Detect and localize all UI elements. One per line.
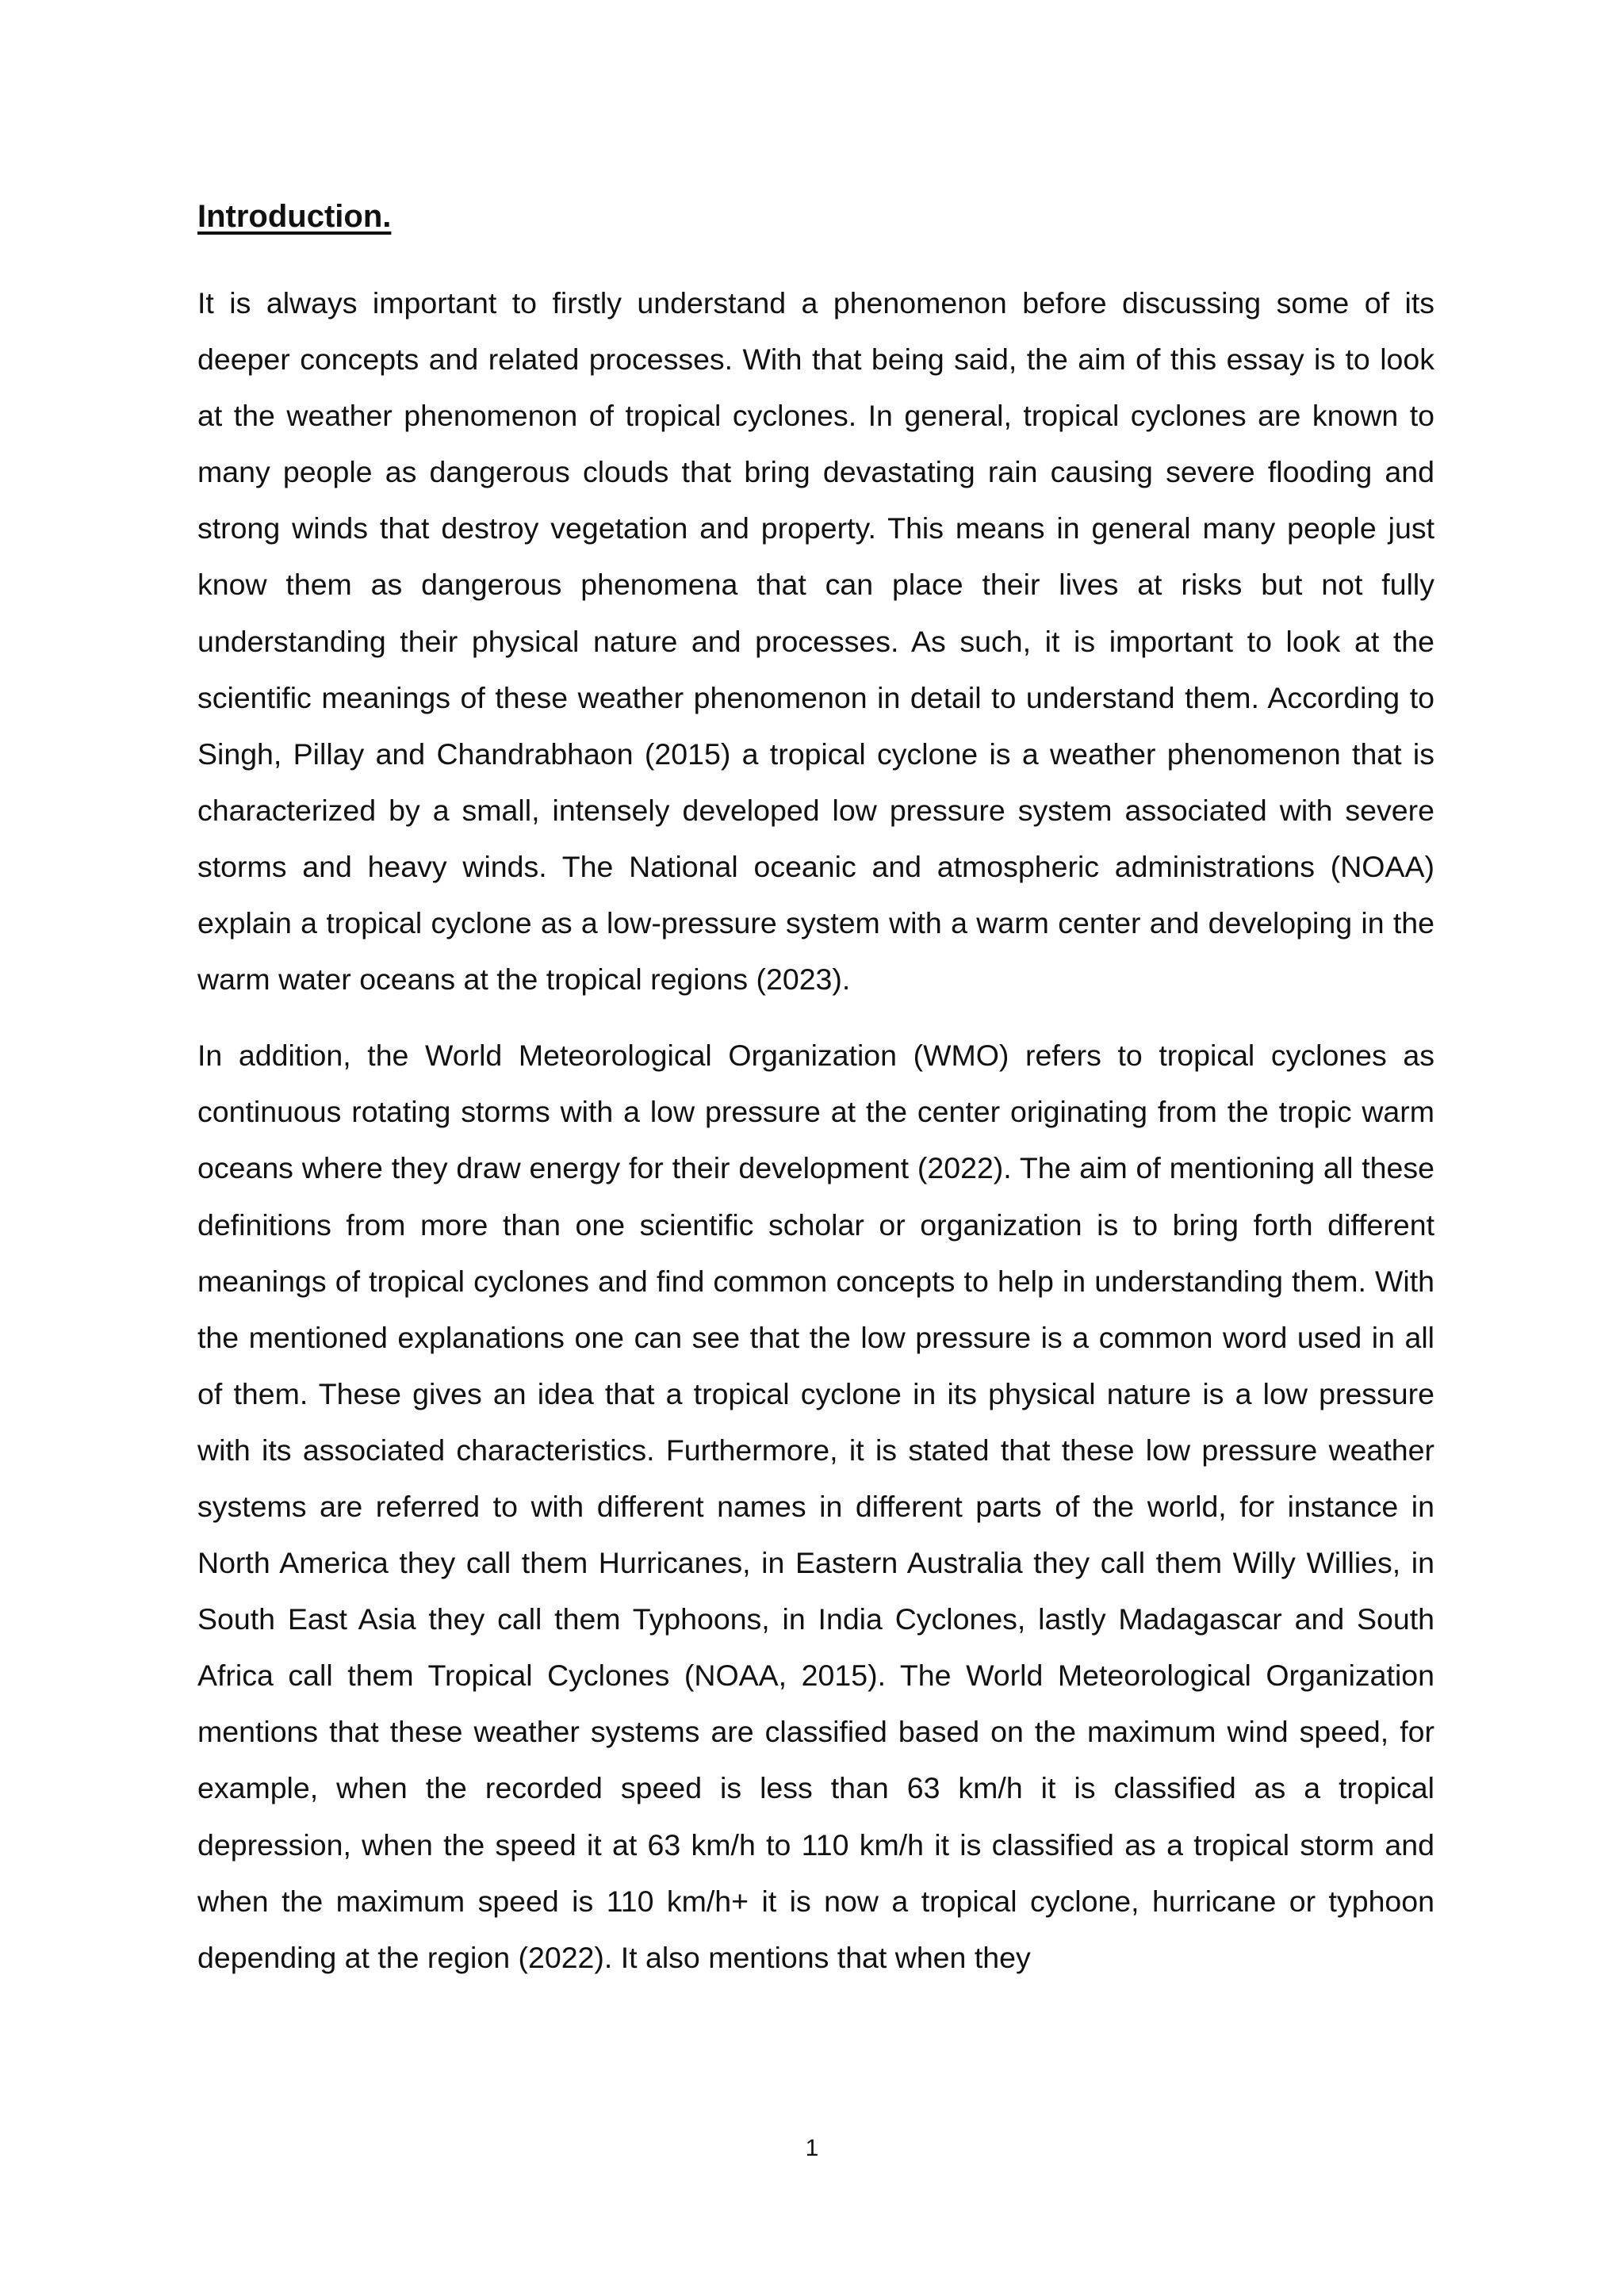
paragraph-1: It is always important to firstly understand a phenomenon before discussing some of its deeper concepts and related processes. With that being said, the aim of this essay is to look at the weather phenomenon of tropical cyclones. In general, tropical cyclones are known to many people as dangerous clouds that bring devastating rain causing severe flooding and strong winds that destroy vegetation and property. This means in general many people just know them as dangerous phenomena that can place their lives at risks but not fully understanding their physical nature and processes. As such, it is important to look at the scientific meanings of these weather phenomenon in detail to understand them. According to Singh, Pillay and Chandrabhaon (2015) a tropical cyclone is a weather phenomenon that is characterized by a small, intensely developed low pressure system associated with severe storms and heavy winds. The National oceanic and atmospheric administrations (NOAA) explain a tropical cyclone as a low-pressure system with a warm center and developing in the warm water oceans at the tropical regions (2023). bbox=[197, 286, 1434, 997]
page-number: 1 bbox=[805, 2135, 819, 2161]
document-body bbox=[197, 194, 1434, 2006]
section-heading: Introduction. bbox=[197, 199, 392, 234]
paragraph-2: In addition, the World Meteorological Organization (WMO) refers to tropical cyclones as continuous rotating storms with a low pressure at the center originating from the tropic warm oceans where they draw energy for their development (2022). The aim of mentioning all these definitions from more than one scientific scholar or organization is to bring forth different meanings of tropical cyclones and find common concepts to help in understanding them. With the mentioned explanations one can see that the low pressure is a common word used in all of them. These gives an idea that a tropical cyclone in its physical nature is a low pressure with its associated characteristics. Furthermore, it is stated that these low pressure weather systems are referred to with different names in different parts of the world, for instance in North America they call them Hurricanes, in Eastern Australia they call them Willy Willies, in South East Asia they call them Typhoons, in India Cyclones, lastly Madagascar and South Africa call them Tropical Cyclones (NOAA, 2015). The World Meteorological Organization mentions that these weather systems are classified based on the maximum wind speed, for example, when the recorded speed is less than 63 km/h it is classified as a tropical depression, when the speed it at 63 km/h to 110 km/h it is classified as a tropical storm and when the maximum speed is 110 km/h+ it is now a tropical cyclone, hurricane or typhoon depending at the region (2022). It also mentions that when they bbox=[197, 1039, 1434, 1974]
